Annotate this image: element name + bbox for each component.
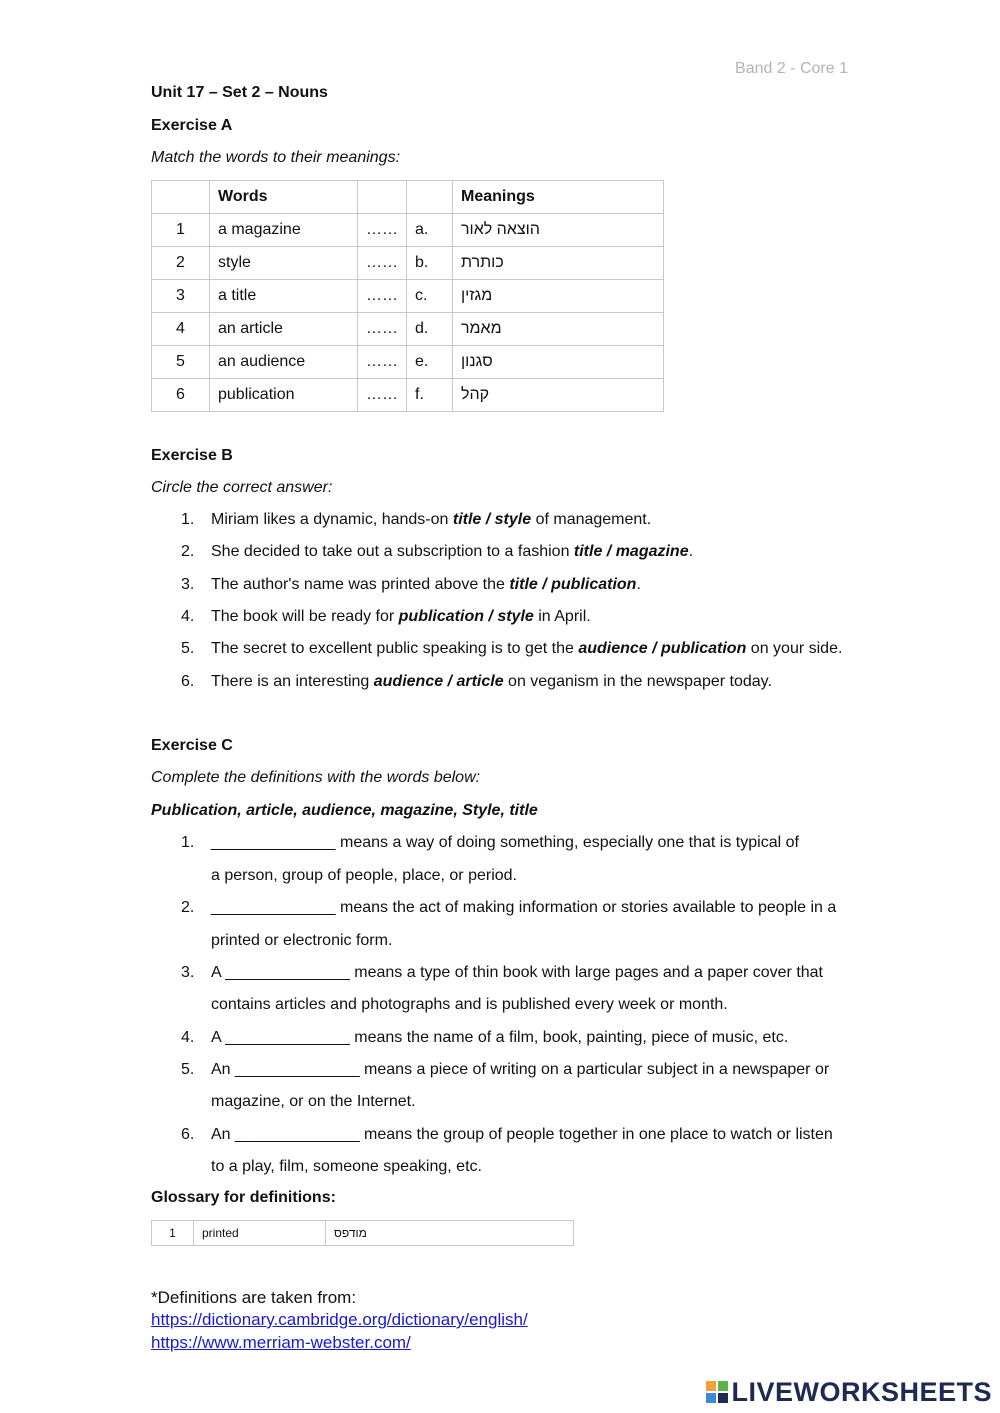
definition-line: A ______________ means the name of a film, book, painting, piece of music, etc.	[211, 1029, 789, 1046]
row-letter: d.	[407, 313, 453, 346]
sentence-part: in April.	[533, 608, 591, 625]
sources-label: *Definitions are taken from:	[151, 1288, 357, 1307]
definition-line: A ______________ means a type of thin book with large pages and a paper cover that	[211, 964, 823, 981]
header-meanings: Meanings	[453, 181, 664, 214]
sentence-part: .	[688, 543, 694, 560]
logo-text: LIVEWORKSHEETS	[731, 1377, 992, 1407]
table-row	[152, 379, 664, 412]
row-word: an article	[210, 313, 358, 346]
answer-blank[interactable]: ……	[358, 379, 407, 412]
item-number: 1.	[181, 511, 195, 528]
row-letter: f.	[407, 379, 453, 412]
row-word: publication	[210, 379, 358, 412]
matching-table	[151, 180, 664, 412]
sentence-part: The secret to excellent public speaking is to get the	[211, 640, 579, 657]
table-row	[152, 346, 664, 379]
sentence-part: on veganism in the newspaper today.	[503, 673, 772, 690]
item-number: 6.	[181, 1126, 195, 1143]
row-meaning: מאמר	[453, 313, 664, 346]
row-word: style	[210, 247, 358, 280]
glossary-heading: Glossary for definitions:	[151, 1189, 336, 1206]
definition-line: ______________ means a way of doing something, especially one that is typical of	[211, 834, 799, 851]
header-num	[152, 181, 210, 214]
row-num: 1	[152, 214, 210, 247]
answer-blank[interactable]: ……	[358, 214, 407, 247]
row-letter: a.	[407, 214, 453, 247]
row-meaning: מודפס	[326, 1221, 574, 1246]
answer-blank[interactable]: ……	[358, 247, 407, 280]
row-meaning: כותרת	[453, 247, 664, 280]
row-word: an audience	[210, 346, 358, 379]
definition-line: to a play, film, someone speaking, etc.	[211, 1158, 482, 1175]
row-word: a title	[210, 280, 358, 313]
table-row	[152, 280, 664, 313]
definition-line: An ______________ means a piece of writing on a particular subject in a newspaper or	[211, 1061, 830, 1078]
glossary-table	[151, 1220, 574, 1246]
header-letter	[407, 181, 453, 214]
exercise-a-instruction: Match the words to their meanings:	[151, 149, 401, 166]
item-number: 2.	[181, 543, 195, 560]
header-tag: Band 2 - Core 1	[735, 60, 848, 77]
row-meaning: סגנון	[453, 346, 664, 379]
sentence-part: Miriam likes a dynamic, hands-on	[211, 511, 453, 528]
sentence-part: She decided to take out a subscription to a fashion	[211, 543, 574, 560]
row-meaning: הוצאה לאור	[453, 214, 664, 247]
header-blank	[358, 181, 407, 214]
item-number: 4.	[181, 1029, 195, 1046]
table-row	[152, 214, 664, 247]
item-number: 2.	[181, 899, 195, 916]
table-header-row	[152, 181, 664, 214]
answer-blank[interactable]: ……	[358, 346, 407, 379]
table-row	[152, 313, 664, 346]
answer-blank[interactable]: ……	[358, 280, 407, 313]
item-number: 1.	[181, 834, 195, 851]
exercise-b-instruction: Circle the correct answer:	[151, 479, 333, 496]
exercise-b-heading: Exercise B	[151, 447, 233, 464]
sentence-part: of management.	[531, 511, 652, 528]
row-letter: e.	[407, 346, 453, 379]
answer-choice[interactable]: title / magazine	[573, 543, 689, 560]
sentence-part: There is an interesting	[211, 673, 374, 690]
exercise-c-instruction: Complete the definitions with the words below:	[151, 769, 481, 786]
item-number: 6.	[181, 673, 195, 690]
answer-choice[interactable]: audience / publication	[578, 640, 747, 657]
row-word: printed	[194, 1221, 326, 1246]
merriam-webster-link[interactable]: https://www.merriam-webster.com/	[151, 1333, 411, 1352]
table-row	[152, 247, 664, 280]
definition-line: ______________ means the act of making information or stories available to people in a	[211, 899, 837, 916]
item-number: 3.	[181, 964, 195, 981]
definition-line: An ______________ means the group of people together in one place to watch or listen	[211, 1126, 833, 1143]
row-meaning: קהל	[453, 379, 664, 412]
header-words: Words	[210, 181, 358, 214]
sentence-part: on your side.	[746, 640, 843, 657]
answer-choice[interactable]: publication / style	[398, 608, 534, 625]
item-number: 5.	[181, 640, 195, 657]
word-bank: Publication, article, audience, magazine, Style, title	[151, 802, 538, 819]
liveworksheets-logo-icon	[705, 1380, 729, 1404]
row-num: 2	[152, 247, 210, 280]
item-number: 4.	[181, 608, 195, 625]
item-number: 3.	[181, 576, 195, 593]
exercise-c-heading: Exercise C	[151, 737, 233, 754]
definition-line: a person, group of people, place, or period.	[211, 867, 517, 884]
page-title: Unit 17 – Set 2 – Nouns	[151, 84, 328, 101]
row-num: 3	[152, 280, 210, 313]
answer-choice[interactable]: audience / article	[373, 673, 504, 690]
exercise-a-heading: Exercise A	[151, 117, 233, 134]
row-letter: b.	[407, 247, 453, 280]
liveworksheets-logo	[705, 1377, 992, 1408]
answer-choice[interactable]: title / publication	[509, 576, 637, 593]
item-number: 5.	[181, 1061, 195, 1078]
sentence-part: The book will be ready for	[211, 608, 399, 625]
cambridge-link[interactable]: https://dictionary.cambridge.org/dictionary/english/	[151, 1310, 528, 1329]
row-num: 4	[152, 313, 210, 346]
sentence-part: .	[636, 576, 641, 593]
answer-choice[interactable]: title / style	[452, 511, 532, 528]
row-word: a magazine	[210, 214, 358, 247]
row-meaning: מגזין	[453, 280, 664, 313]
row-letter: c.	[407, 280, 453, 313]
definition-line: contains articles and photographs and is published every week or month.	[211, 996, 728, 1013]
definition-line: printed or electronic form.	[211, 932, 393, 949]
table-row	[152, 1221, 574, 1246]
answer-blank[interactable]: ……	[358, 313, 407, 346]
row-num: 6	[152, 379, 210, 412]
row-num: 5	[152, 346, 210, 379]
row-num: 1	[152, 1221, 194, 1246]
definition-line: magazine, or on the Internet.	[211, 1093, 416, 1110]
sentence-part: The author's name was printed above the	[211, 576, 510, 593]
